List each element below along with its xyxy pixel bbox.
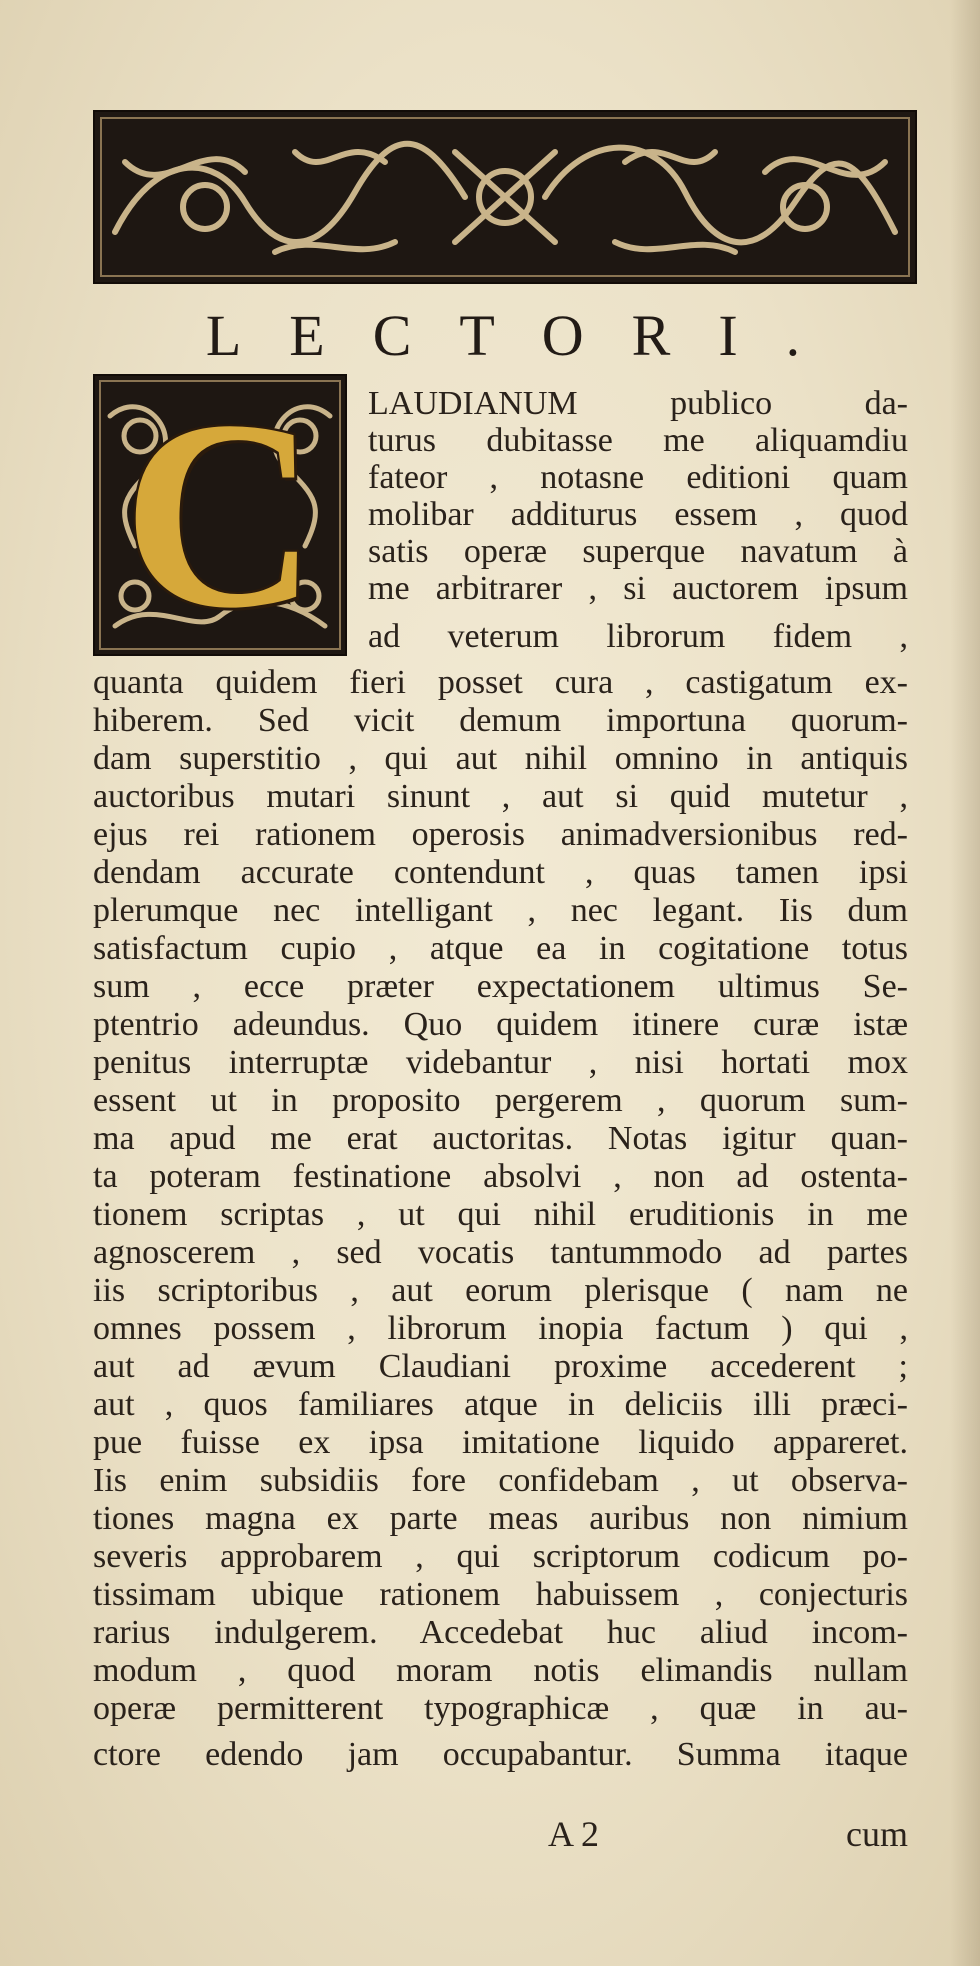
text-line: molibar additurus essem , quod	[368, 496, 908, 533]
text-line: ma apud me erat auctoritas. Notas igitur quan-	[93, 1120, 908, 1157]
text-line: severis approbarem , qui scriptorum codicum po-	[93, 1538, 908, 1575]
text-line: dendam accurate contendunt , quas tamen ipsi	[93, 854, 908, 891]
text-line: omnes possem , librorum inopia factum ) qui ,	[93, 1310, 908, 1347]
text-line: sum , ecce præter expectationem ultimus Se-	[93, 968, 908, 1005]
text-line: turus dubitasse me aliquamdiu	[368, 422, 908, 459]
text-line: tionem scriptas , ut qui nihil eruditionis in me	[93, 1196, 908, 1233]
text-line: tiones magna ex parte meas auribus non nimium	[93, 1500, 908, 1537]
text-line: ctore edendo jam occupabantur. Summa itaque	[93, 1736, 908, 1773]
text-line: auctoribus mutari sinunt , aut si quid mutetur ,	[93, 778, 908, 815]
text-line: ad veterum librorum fidem ,	[368, 618, 908, 655]
text-line: LAUDIANUM publico da-	[368, 385, 908, 422]
text-line: aut ad ævum Claudiani proxime accederent ;	[93, 1348, 908, 1385]
text-line: operæ permitterent typographicæ , quæ in au-	[93, 1690, 908, 1727]
text-line: essent ut in proposito pergerem , quorum sum-	[93, 1082, 908, 1119]
drop-cap-letter: C	[122, 365, 318, 664]
text-line: penitus interruptæ videbantur , nisi hortati mox	[93, 1044, 908, 1081]
text-line: iis scriptoribus , aut eorum plerisque ( nam ne	[93, 1272, 908, 1309]
text-line: hiberem. Sed vicit demum importuna quorum-	[93, 702, 908, 739]
text-line: rarius indulgerem. Accedebat huc aliud incom-	[93, 1614, 908, 1651]
text-line: Iis enim subsidiis fore confidebam , ut observa-	[93, 1462, 908, 1499]
text-line: tissimam ubique rationem habuissem , conjecturis	[93, 1576, 908, 1613]
page-heading: LECTORI.	[205, 303, 849, 368]
text-line: me arbitrarer , si auctorem ipsum	[368, 570, 908, 607]
text-line: dam superstitio , qui aut nihil omnino in antiquis	[93, 740, 908, 777]
text-line: ta poteram festinatione absolvi , non ad ostenta-	[93, 1158, 908, 1195]
text-line: satisfactum cupio , atque ea in cogitatione totus	[93, 930, 908, 967]
text-line: quanta quidem fieri posset cura , castigatum ex-	[93, 664, 908, 701]
text-line: fateor , notasne editioni quam	[368, 459, 908, 496]
text-line: modum , quod moram notis elimandis nullam	[93, 1652, 908, 1689]
signature-mark: A 2	[548, 1814, 600, 1854]
text-line: ejus rei rationem operosis animadversionibus red-	[93, 816, 908, 853]
text-line: ptentrio adeundus. Quo quidem itinere curæ istæ	[93, 1006, 908, 1043]
text-line: satis operæ superque navatum à	[368, 533, 908, 570]
text-line: pue fuisse ex ipsa imitatione liquido appareret.	[93, 1424, 908, 1461]
text-line: plerumque nec intelligant , nec legant. Iis dum	[93, 892, 908, 929]
text-line: agnoscerem , sed vocatis tantummodo ad partes	[93, 1234, 908, 1271]
catchword: cum	[846, 1814, 908, 1854]
text-line: aut , quos familiares atque in deliciis illi præci-	[93, 1386, 908, 1423]
